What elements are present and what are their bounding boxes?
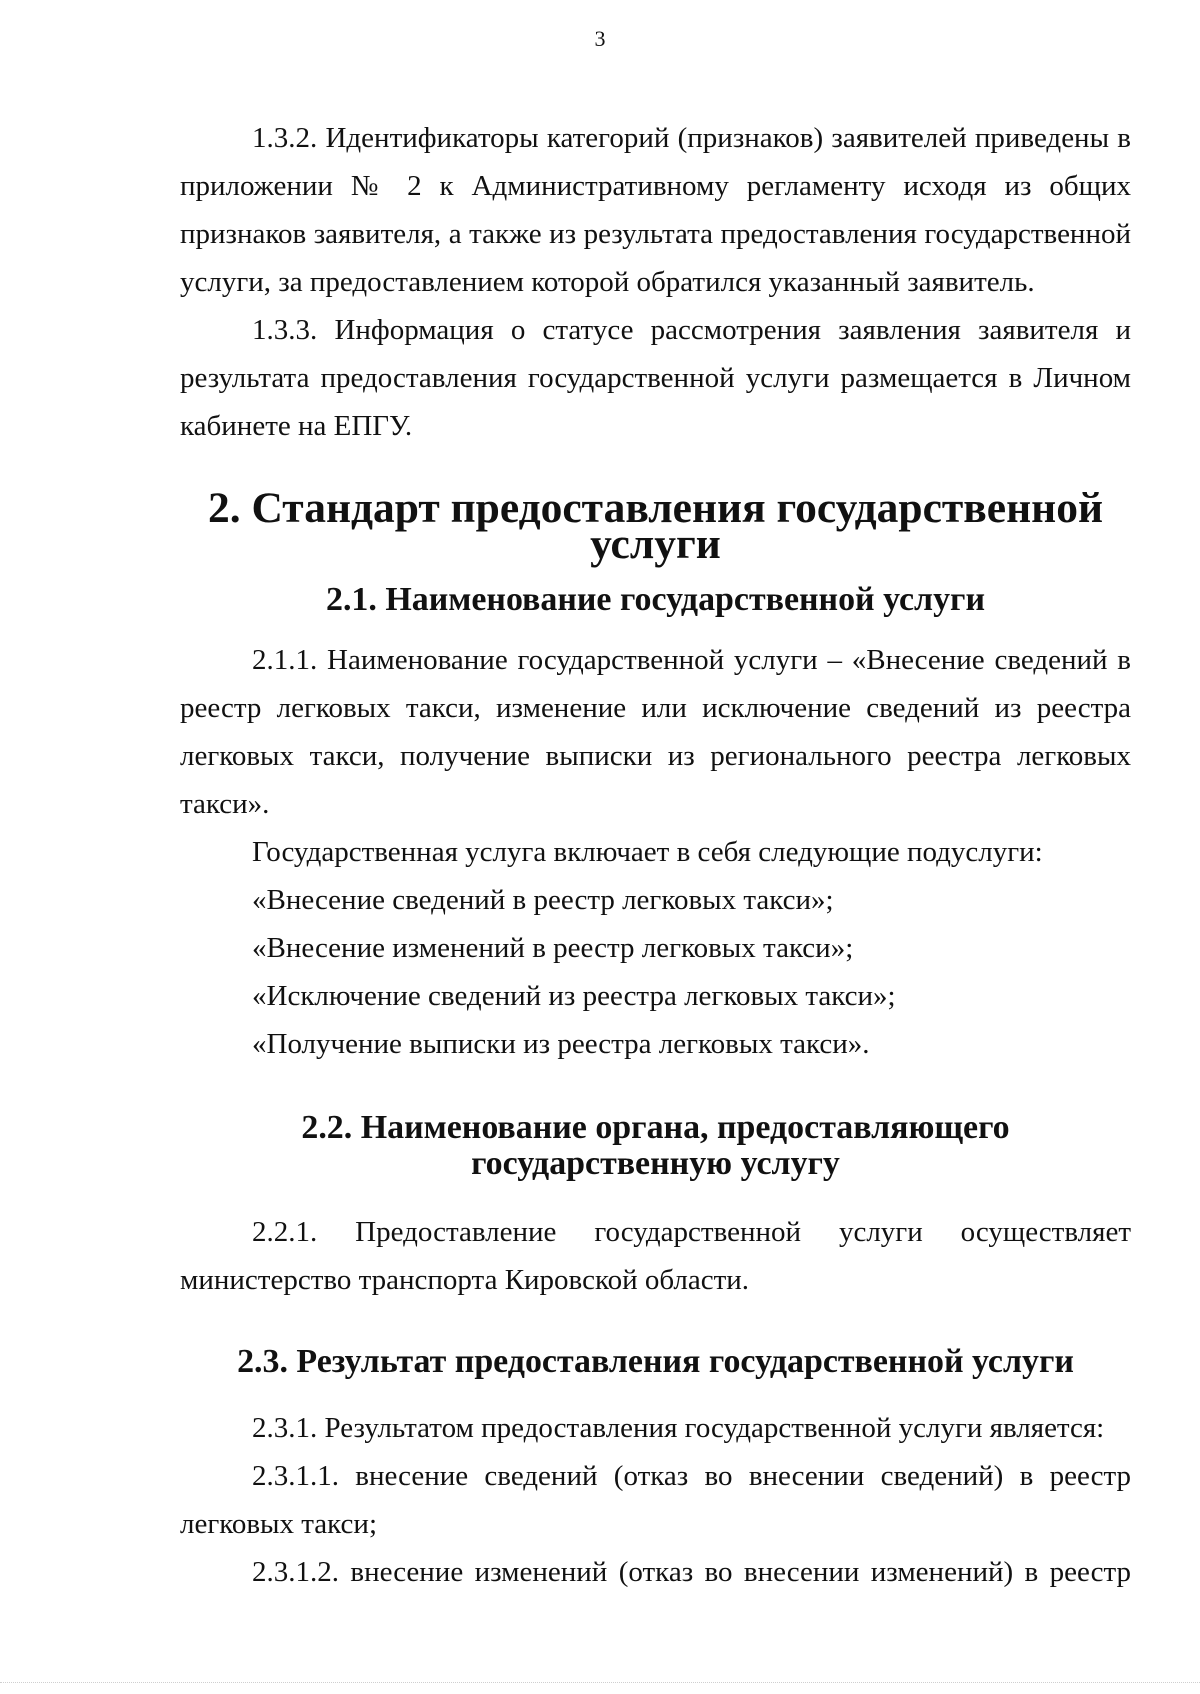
paragraph-2-3-1-2: 2.3.1.2. внесение изменений (отказ во внесении изменений) в реестр <box>252 1556 1131 1588</box>
section-2-2-heading-line-2: государственную услугу <box>471 1145 840 1182</box>
section-2-2-heading-line-1: 2.2. Наименование органа, предоставляющего <box>301 1109 1010 1146</box>
paragraph-2-3-1: 2.3.1. Результатом предоставления государственной услуги является: <box>252 1412 1105 1444</box>
page-number: 3 <box>594 26 606 51</box>
paragraph-2-1-1: 2.1.1. Наименование государственной услуги – «Внесение сведений в реестр легковых такси, изменение или исключение сведений из реестра легковых такси, получение выписки из регионального реестра легковых такси». <box>180 644 1131 820</box>
scan-edge-line <box>0 1682 1200 1683</box>
section-2-heading: 2. Стандарт предоставления государственной услуги <box>207 484 1104 568</box>
subservice-item: «Внесение изменений в реестр легковых такси»; <box>252 932 854 964</box>
paragraph-1-3-3: 1.3.3. Информация о статусе рассмотрения заявления заявителя и результата предоставления государственной услуги размещается в Личном кабинете на ЕПГУ. <box>180 314 1131 442</box>
subservice-item: «Исключение сведений из реестра легковых такси»; <box>252 980 896 1012</box>
document-body <box>180 114 1131 1596</box>
paragraph-subservices-intro: Государственная услуга включает в себя следующие подуслуги: <box>252 836 1043 868</box>
subservice-item: «Получение выписки из реестра легковых такси». <box>252 1028 870 1060</box>
paragraph-1-3-2: 1.3.2. Идентификаторы категорий (признаков) заявителей приведены в приложении № 2 к Административному регламенту исходя из общих признаков заявителя, а также из результата предоставления государственной услуги, за предоставлением которой обратился указанный заявитель. <box>180 122 1131 298</box>
section-2-3-heading: 2.3. Результат предоставления государственной услуги <box>237 1343 1074 1380</box>
paragraph-2-2-1: 2.2.1. Предоставление государственной услуги осуществляет министерство транспорта Кировской области. <box>180 1216 1131 1296</box>
section-2-1-heading: 2.1. Наименование государственной услуги <box>325 581 985 618</box>
paragraph-2-3-1-1: 2.3.1.1. внесение сведений (отказ во внесении сведений) в реестр легковых такси; <box>180 1460 1131 1540</box>
subservice-item: «Внесение сведений в реестр легковых такси»; <box>252 884 834 916</box>
section-2-2-heading <box>180 1110 1131 1182</box>
